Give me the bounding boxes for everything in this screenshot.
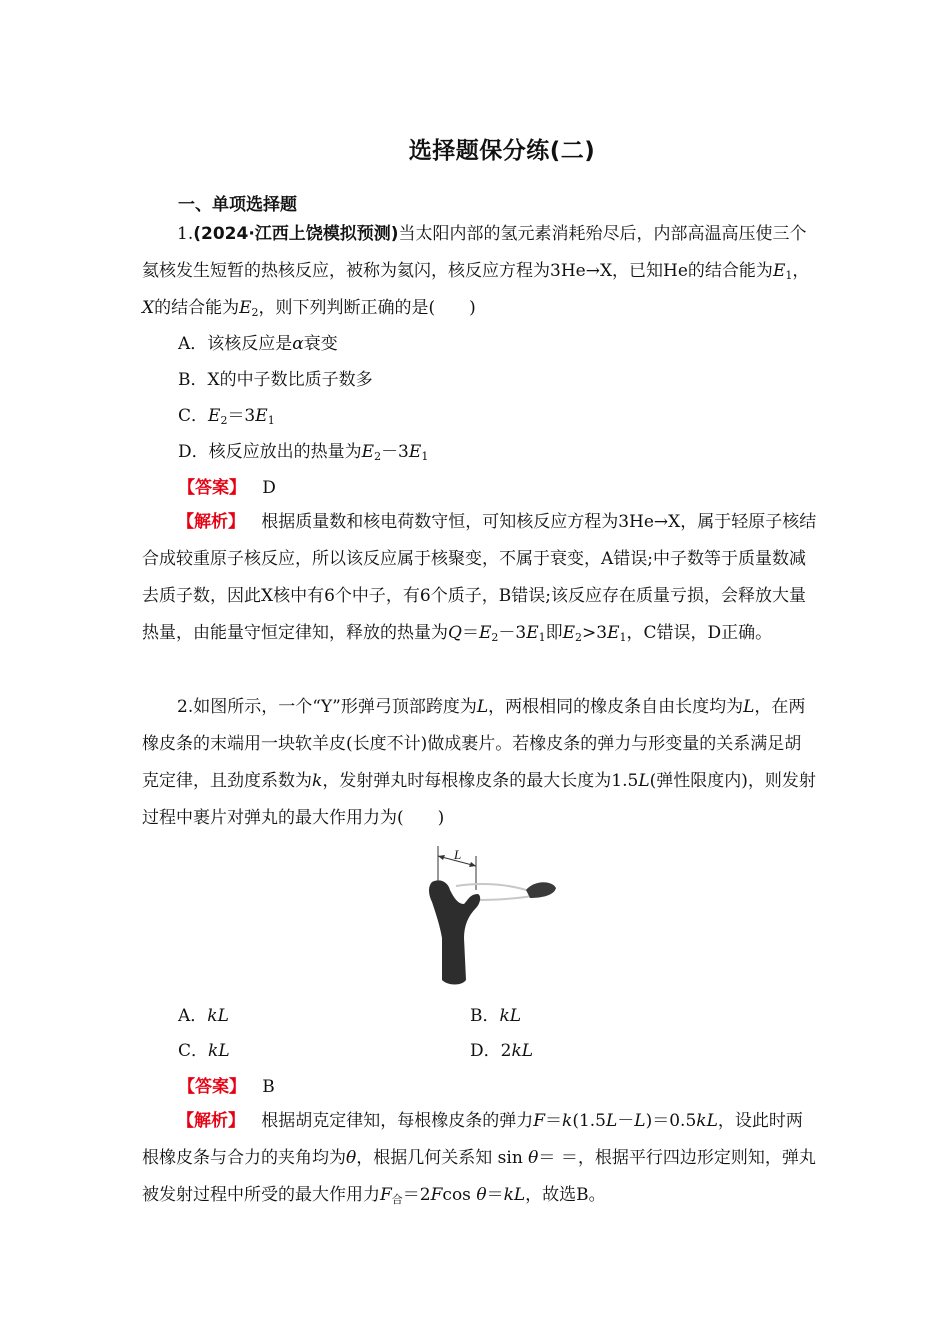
analysis-tag: 【解析】 — [177, 1111, 245, 1131]
question-1-stem: 1.(2024·江西上饶模拟预测)当太阳内部的氢元素消耗殆尽后，内部高温高压使三个氦核发生短暂的热核反应，被称为氦闪，核反应方程为3He→X，已知He的结合能为$E_1$，X的结合能为$E_2$，则下列判断正确的是( ) — [142, 224, 810, 319]
slingshot-image — [420, 842, 570, 987]
question-2-option-b: B．kL — [470, 1006, 522, 1026]
question-1-number: 1. — [177, 224, 194, 244]
pouch — [526, 882, 556, 898]
question-2-option-c: C．kL — [178, 1041, 230, 1061]
arrow-head-left — [438, 855, 445, 860]
analysis-tag: 【解析】 — [177, 512, 245, 532]
question-2-answer — [178, 1077, 275, 1097]
answer-tag: 【答案】 — [178, 478, 246, 498]
question-1-option-d: D．核反应放出的热量为$E_2-3E_1$ — [178, 442, 429, 463]
slingshot-frame — [429, 880, 480, 984]
answer-value: B — [262, 1077, 275, 1097]
question-1-answer — [178, 478, 276, 498]
question-2-stem: 2.如图所示，一个“Y”形弹弓顶部跨度为L，两根相同的橡皮条自由长度均为L，在两橡皮条的末端用一块软羊皮(长度不计)做成裹片。若橡皮条的弹力与形变量的关系满足胡克定律，且劲度系数为k，发射弹丸时每根橡皮条的最大长度为1.5L(弹性限度内)，则发射过程中裹片对弹丸的最大作用力为( ) — [142, 697, 816, 828]
question-1-option-b: B．X的中子数比质子数多 — [178, 370, 373, 390]
arrow-head-right — [469, 862, 476, 867]
question-2-option-d: D．2kL — [470, 1041, 534, 1061]
rubber-band-bottom — [472, 896, 532, 900]
answer-value: D — [262, 478, 276, 498]
rubber-band-top — [456, 884, 532, 892]
question-1-option-c: C．$E_2=3E_1$ — [178, 406, 275, 427]
section-heading: 一、单项选择题 — [178, 195, 297, 215]
question-2-option-a: A．kL — [178, 1006, 229, 1026]
answer-tag: 【答案】 — [178, 1077, 246, 1097]
question-1-option-a: A．该核反应是α衰变 — [178, 334, 338, 354]
question-1-source: (2024·江西上饶模拟预测) — [193, 224, 399, 244]
page-title: 选择题保分练(二) — [408, 138, 596, 164]
question-2-analysis: 【解析】 根据胡克定律知，每根橡皮条的弹力F＝k(1.5L－L)＝0.5kL，设此时两根橡皮条与合力的夹角均为θ，根据几何关系知 sin θ＝ ＝，根据平行四边形定则知，弹丸被发射过程中所受的最大作用力$F_合=2Fcos$ θ＝kL，故选B。 — [142, 1111, 816, 1206]
figure-label-L: L — [454, 847, 462, 862]
slingshot-figure — [420, 842, 570, 987]
question-1-analysis: 【解析】 根据质量数和核电荷数守恒，可知核反应方程为3He→X，属于轻原子核结合成较重原子核反应，所以该反应属于核聚变，不属于衰变，A错误;中子数等于质量数减去质子数，因此X核中有6个中子，有6个质子，B错误;该反应存在质量亏损，会释放大量热量，由能量守恒定律知，释放的热量为$Q=E_2-3E_1$即$E_2>3E_1$，C错误，D正确。 — [142, 512, 817, 644]
